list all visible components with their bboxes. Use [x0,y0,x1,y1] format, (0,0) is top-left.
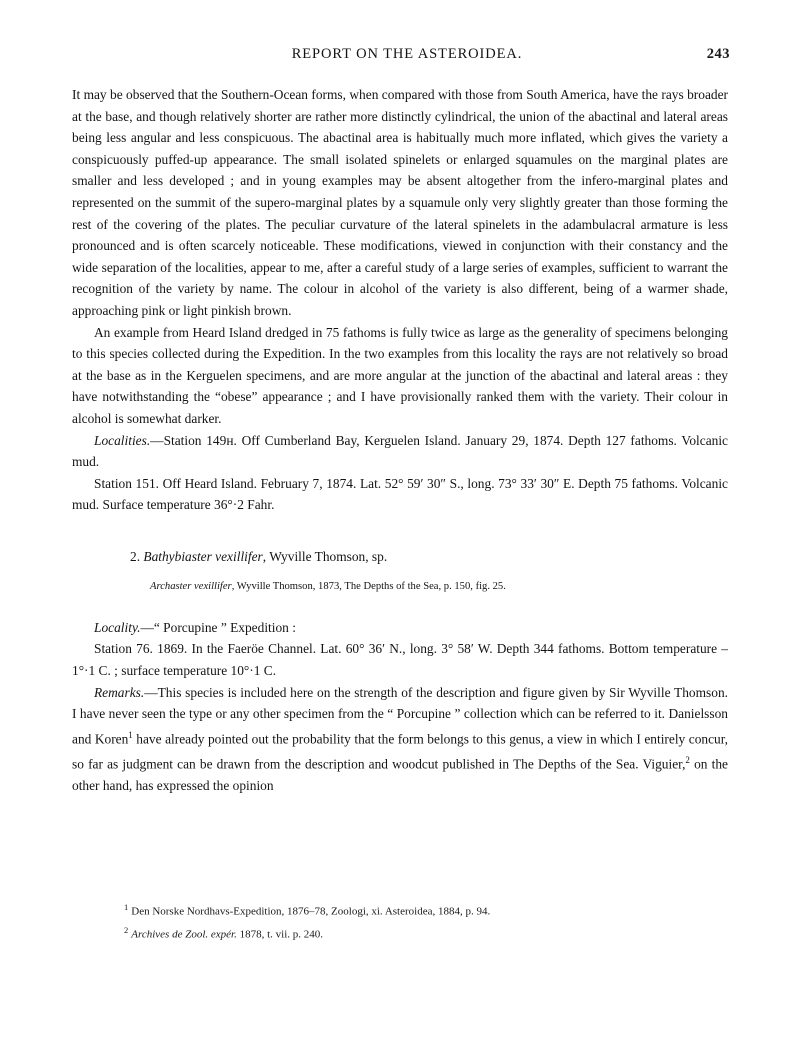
footnote-1-text: Den Norske Nordhavs-Expedition, 1876–78, Zoologi, xi. Asteroidea, 1884, p. 94. [131,905,491,918]
footnote-1-mark: 1 [124,901,129,912]
page-header [72,46,728,76]
remarks-paragraph [72,682,728,797]
station-151-paragraph: Station 151. Off Heard Island. February 7, 1874. Lat. 52° 59′ 30″ S., long. 73° 33′ 30″ E. Depth 75 fathoms. Volcanic mud. Surface temperature 36°·2 Fahr. [72,475,728,513]
spacer [72,596,728,605]
species-author: , Wyville Thomson, sp. [262,548,388,564]
species-name: Bathybiaster vexillifer [143,548,263,564]
locality-paragraph [72,617,728,639]
footnotes [72,898,728,944]
remarks-label: Remarks. [94,684,145,700]
footnote-ref-2: 2 [685,754,690,765]
species-synonym [150,578,728,596]
species-number: 2. [130,548,144,564]
localities-label: Localities. [94,432,151,448]
footnote-2-italic: Archives de Zool. expér. [131,928,237,941]
remarks-text-a: —This species is included here on the strength of the description and figure given by Sir Wyville Thomson. I have never seen the type or any other specimen from the “ Porcupine ” collection which can be referred to it. Danielsson and Koren [72,684,728,747]
remarks-text-b: have already pointed out the probability that the form belongs to this genus, a view in which I entirely concur, so far as judgment can be drawn from the description and woodcut published in The Depths of the Sea. Viguier, [72,731,728,772]
running-head: REPORT ON THE ASTEROIDEA. [291,46,523,62]
page-number: 243 [706,46,730,62]
footnote-2-text: 1878, t. vii. p. 240. [236,928,324,941]
synonym-rest: , Wyville Thomson, 1873, The Depths of the Sea, p. 150, fig. 25. [231,580,506,592]
locality-text: —“ Porcupine ” Expedition : [140,619,296,635]
footnote-ref-1: 1 [128,729,133,740]
localities-text: —Station 149ʜ. Off Cumberland Bay, Kerguelen Island. January 29, 1874. Depth 127 fathoms. Volcanic mud. [72,432,728,470]
footnote-1 [124,898,728,921]
section-spacer [72,516,728,542]
station-76-paragraph: Station 76. 1869. In the Faeröe Channel. Lat. 60° 36′ N., long. 3° 58′ W. Depth 344 fathoms. Bottom temperature – 1°·1 C. ; surface temperature 10°·1 C. [72,641,728,679]
synonym-italic: Archaster vexillifer [150,580,232,592]
locality-label: Locality. [94,619,141,635]
localities-paragraph [72,430,728,473]
footnote-2 [124,921,728,944]
footnote-2-mark: 2 [124,924,129,935]
page-body [72,84,728,797]
paragraph-2: An example from Heard Island dredged in 75 fathoms is fully twice as large as the generality of specimens belonging to this species collected during the Expedition. In the two examples from this locality the rays are not relatively so broad at the base as in the Kerguelen specimens, and are more angular at the junction of the abactinal and lateral areas : they have notwithstanding the “obese” appearance ; and I have provisionally ranked them with the variety. Their colour in alcohol is somewhat darker. [72,324,728,426]
remarks-text-c: on the other hand, has expressed the opinion [72,756,728,793]
paragraph-1: It may be observed that the Southern-Ocean forms, when compared with those from South America, have the rays broader at the base, and though relatively shorter are rather more distinctly cylindrical, the union of the abactinal and lateral areas being less angular and less conspicuous. The abactinal area is habitually much more inflated, which gives the variety a conspicuously puffed-up appearance. The small isolated spinelets or enlarged squamules on the marginal plates are smaller and less developed ; and in young examples may be absent altogether from the infero-marginal plates and represented on the summit of the supero-marginal plates by a squamule only very slightly greater than those forming the rest of the covering of the plates. The peculiar curvature of the lateral spinelets in the adambulacral armature is less pronounced and is often scarcely noticeable. These modifications, viewed in conjunction with their constancy and the wide separation of the localities, appear to me, after a careful study of a large series of examples, sufficient to warrant the recognition of the variety by name. The colour in alcohol of the variety is also different, being of a warmer shade, approaching pink or light pinkish brown. [72,87,728,318]
species-heading [130,546,728,568]
